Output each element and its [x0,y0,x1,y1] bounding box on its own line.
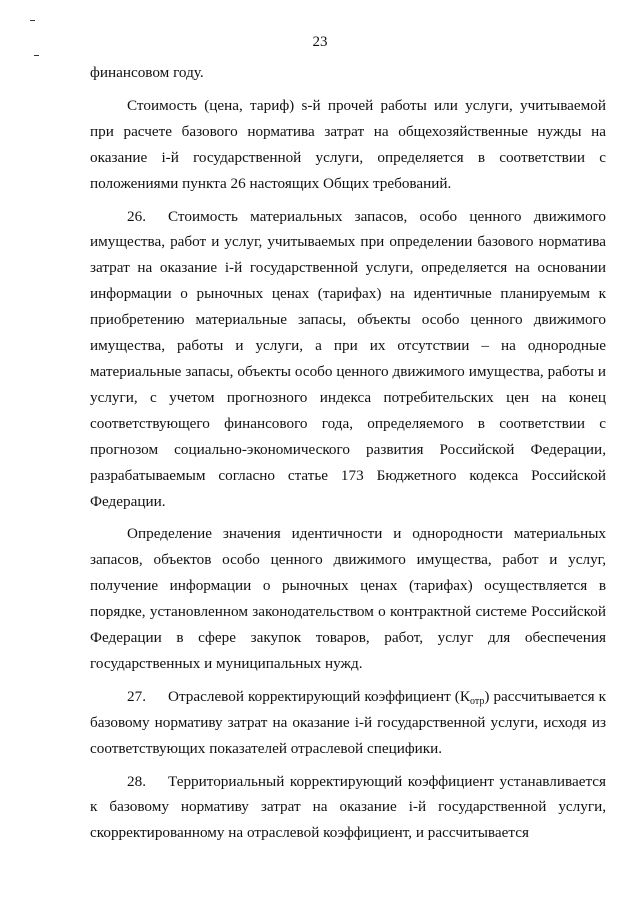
page-number: 23 [312,34,328,50]
scan-mark [34,55,39,56]
paragraph-text: Территориальный корректирующий коэффициент устанавливается к базовому нормативу затрат на оказание i-й государственной услуги, скорректированному на отраслевой коэффициент, и рассчитывается [90,772,606,842]
paragraph-text: финансовом году. [90,64,204,81]
paragraph [90,521,606,676]
document-body [90,60,606,853]
paragraph-text: Стоимость (цена, тариф) s-й прочей работы или услуги, учитываемой при расчете базового норматива затрат на общехозяйственные нужды на оказание i-й государственной услуги, определяется в соответствии с положениями пункта 26 настоящих Общих требований. [90,96,606,192]
scan-mark [30,20,35,21]
paragraph-text: ) рассчитывается к базовому нормативу затрат на оказание i-й государственной услуги, исходя из соответствующих показателей отраслевой специфики. [90,687,606,757]
paragraph-26 [90,204,606,515]
item-number: 28. [127,772,146,790]
paragraph-27 [90,684,606,762]
paragraph [90,60,606,86]
paragraph [90,93,606,197]
paragraph-text: Отраслевой корректирующий коэффициент (К [168,687,470,705]
paragraph-text: Стоимость материальных запасов, особо ценного движимого имущества, работ и услуг, учитываемых при определении базового норматива затрат на оказание i-й государственной услуги, определяется на основании информации о рыночных ценах (тарифах) на идентичные планируемым к приобретению материальные запасы, объекты особо ценного движимого имущества, работы и услуги, а при их отсутствии – на однородные материальные запасы, объекты особо ценного движимого имущества, работы и услуги, с учетом прогнозного индекса потребительских цен на конец соответствующего финансового года, определяемого в соответствии с прогнозом социально-экономического развития Российской Федерации, разрабатываемым согласно статье 173 Бюджетного кодекса Российской Федерации. [90,207,606,510]
item-number: 27. [127,687,146,705]
item-number: 26. [127,207,146,225]
paragraph-28 [90,769,606,847]
coefficient-subscript: отр [469,695,485,707]
paragraph-text: Определение значения идентичности и однородности материальных запасов, объектов особо ценного движимого имущества, работ и услуг, получение информации о рыночных ценах (тарифах) осуществляется в порядке, установленном законодательством о контрактной системе Российской Федерации в сфере закупок товаров, работ, услуг для обеспечения государственных и муниципальных нужд. [90,525,606,672]
